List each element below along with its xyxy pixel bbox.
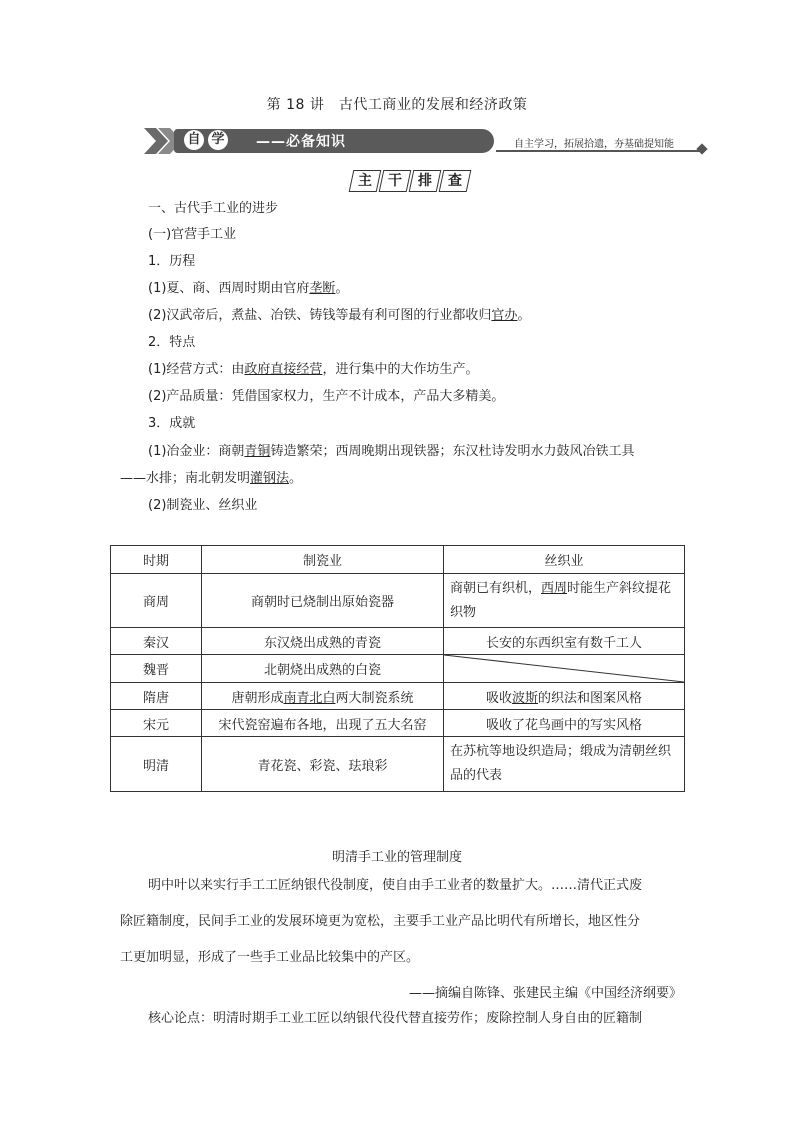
table-row <box>111 655 685 683</box>
subheading-history: 1．历程 <box>148 254 196 269</box>
heading-handicraft-progress: 一、古代手工业的进步 <box>148 201 279 216</box>
silk-cell: 商朝已有织机，西周时能生产斜纹提花织物 <box>444 574 685 628</box>
period-cell: 宋元 <box>111 710 202 737</box>
silk-cell-empty <box>444 655 685 683</box>
ceramics-cell: 商朝时已烧制出原始瓷器 <box>202 574 444 628</box>
banner-underline <box>496 150 704 152</box>
period-cell: 明清 <box>111 737 202 792</box>
core-point: 核心论点：明清时期手工业工匠以纳银代役代替直接劳作；废除控制人身自由的匠籍制 <box>148 1011 643 1026</box>
silk-cell: 在苏杭等地设织造局；缎成为清朝丝织品的代表 <box>444 737 685 792</box>
history-item-1: (1)夏、商、西周时期由官府垄断。 <box>148 281 349 296</box>
silk-cell: 吸收波斯的织法和图案风格 <box>444 683 685 710</box>
achievements-item-1-line-1: (1)冶金业：商朝青铜铸造繁荣；西周晚期出现铁器；东汉杜诗发明水力鼓风冶铁工具 <box>148 444 635 459</box>
achievements-item-1-line-2: ——水排；南北朝发明灌钢法。 <box>120 471 303 486</box>
history-item-2: (2)汉武帝后，煮盐、冶铁、铸钱等最有利可图的行业都收归官办。 <box>148 308 531 323</box>
period-cell: 隋唐 <box>111 683 202 710</box>
table-row <box>111 710 685 737</box>
handicraft-table <box>110 545 685 792</box>
banner-title: ——必备知识 <box>256 134 346 150</box>
banner-char-self: 自 <box>184 130 204 150</box>
banner-subtitle: 自主学习，拓展拾遗，夯基础提知能 <box>514 139 674 150</box>
ceramics-cell: 北朝烧出成熟的白瓷 <box>202 655 444 683</box>
badge-char: 主 <box>349 170 382 192</box>
heading-official-handicraft: (一)官营手工业 <box>148 227 237 242</box>
reading-line-2: 除匠籍制度，民间手工业的发展环境更为宽松，主要手工业产品比明代有所增长，地区性分 <box>120 914 641 929</box>
subheading-achievements: 3．成就 <box>148 416 196 431</box>
features-item-1: (1)经营方式：由政府直接经营，进行集中的大作坊生产。 <box>148 362 479 377</box>
reading-line-1: 明中叶以来实行手工工匠纳银代役制度，使自由手工业者的数量扩大。……清代正式废 <box>148 878 643 893</box>
table-row <box>111 683 685 710</box>
badge-char: 查 <box>439 170 472 192</box>
table-row <box>111 628 685 655</box>
reading-line-3: 工更加明显，形成了一些手工业品比较集中的产区。 <box>120 950 420 965</box>
banner-char-study: 学 <box>208 130 228 150</box>
table-header: 时期 <box>111 546 202 574</box>
badge-char: 排 <box>409 170 442 192</box>
table-header: 制瓷业 <box>202 546 444 574</box>
period-cell: 魏晋 <box>111 655 202 683</box>
period-cell: 商周 <box>111 574 202 628</box>
badge-char: 干 <box>379 170 412 192</box>
table-row <box>111 737 685 792</box>
ceramics-cell: 宋代瓷窑遍布各地，出现了五大名窑 <box>202 710 444 737</box>
subheading-features: 2．特点 <box>148 335 196 350</box>
silk-cell: 长安的东西织室有数千工人 <box>444 628 685 655</box>
banner-pill <box>174 129 494 153</box>
reading-source: ——摘编自陈锋、张建民主编《中国经济纲要》 <box>408 986 682 1001</box>
ceramics-cell: 东汉烧出成熟的青瓷 <box>202 628 444 655</box>
ceramics-cell: 青花瓷、彩瓷、珐琅彩 <box>202 737 444 792</box>
lesson-title: 第 18 讲 古代工商业的发展和经济政策 <box>266 97 528 113</box>
section-badge <box>351 170 471 192</box>
period-cell: 秦汉 <box>111 628 202 655</box>
diamond-icon <box>696 143 707 154</box>
reading-title: 明清手工业的管理制度 <box>331 850 462 865</box>
achievements-item-2: (2)制瓷业、丝织业 <box>148 498 258 513</box>
ceramics-cell: 唐朝形成南青北白两大制瓷系统 <box>202 683 444 710</box>
empty-cell-slash <box>444 655 684 682</box>
table-header-row <box>111 546 685 574</box>
features-item-2: (2)产品质量：凭借国家权力，生产不计成本，产品大多精美。 <box>148 389 505 404</box>
table-row <box>111 574 685 628</box>
section-banner <box>144 126 710 156</box>
silk-cell: 吸收了花鸟画中的写实风格 <box>444 710 685 737</box>
table-header: 丝织业 <box>444 546 685 574</box>
